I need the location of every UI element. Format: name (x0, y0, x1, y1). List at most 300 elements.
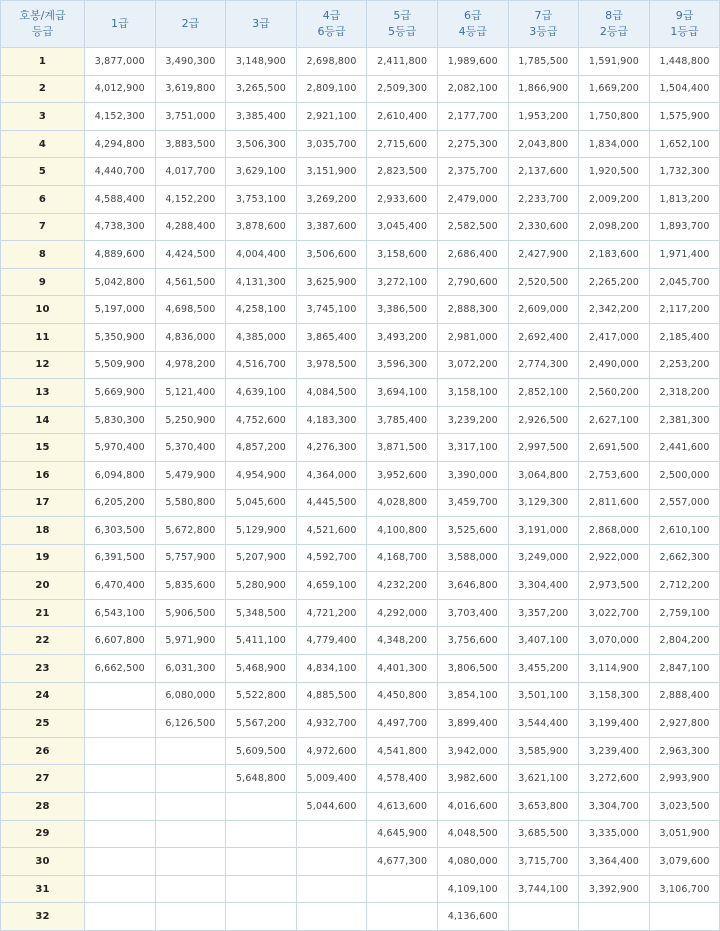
salary-cell: 5,045,600 (226, 489, 297, 517)
table-row (1, 130, 720, 158)
salary-cell: 5,044,600 (296, 793, 367, 821)
step-number: 26 (1, 737, 85, 765)
salary-cell: 2,759,100 (649, 599, 720, 627)
table-row (1, 461, 720, 489)
salary-cell: 3,304,700 (579, 793, 650, 821)
step-number: 21 (1, 599, 85, 627)
column-header-8-line-2: 2등급 (599, 25, 629, 38)
salary-cell: 6,205,200 (85, 489, 156, 517)
salary-cell: 3,158,600 (367, 241, 438, 269)
salary-cell: 4,659,100 (296, 572, 367, 600)
salary-cell: 3,629,100 (226, 158, 297, 186)
salary-cell: 4,639,100 (226, 379, 297, 407)
salary-cell: 4,440,700 (85, 158, 156, 186)
step-number: 9 (1, 268, 85, 296)
salary-cell: 3,715,700 (508, 848, 579, 876)
salary-cell: 2,811,600 (579, 489, 650, 517)
salary-cell: 2,809,100 (296, 75, 367, 103)
salary-cell: 5,830,300 (85, 406, 156, 434)
salary-cell (367, 875, 438, 903)
salary-cell: 4,292,000 (367, 599, 438, 627)
salary-cell: 2,582,500 (437, 213, 508, 241)
step-number: 29 (1, 820, 85, 848)
step-number: 24 (1, 682, 85, 710)
salary-cell: 1,893,700 (649, 213, 720, 241)
salary-cell: 4,592,700 (296, 544, 367, 572)
salary-cell: 3,051,900 (649, 820, 720, 848)
salary-cell: 2,441,600 (649, 434, 720, 462)
step-number: 23 (1, 655, 85, 683)
corner-header-line-2: 등급 (31, 25, 54, 38)
salary-cell (85, 820, 156, 848)
salary-cell: 3,392,900 (579, 875, 650, 903)
column-header-1 (85, 1, 156, 48)
salary-cell: 3,387,600 (296, 213, 367, 241)
salary-cell: 2,712,200 (649, 572, 720, 600)
salary-cell: 4,541,800 (367, 737, 438, 765)
salary-cell: 2,692,400 (508, 323, 579, 351)
column-header-7-line-1: 7급 (534, 9, 553, 22)
salary-cell: 3,272,100 (367, 268, 438, 296)
salary-cell: 3,646,800 (437, 572, 508, 600)
salary-cell: 3,493,200 (367, 323, 438, 351)
salary-cell: 4,004,400 (226, 241, 297, 269)
salary-cell: 6,607,800 (85, 627, 156, 655)
column-header-9-line-1: 9급 (675, 9, 694, 22)
salary-cell: 2,265,200 (579, 268, 650, 296)
salary-cell: 3,685,500 (508, 820, 579, 848)
step-number: 4 (1, 130, 85, 158)
salary-cell: 2,963,300 (649, 737, 720, 765)
salary-cell: 4,978,200 (155, 351, 226, 379)
salary-cell: 4,857,200 (226, 434, 297, 462)
column-header-3 (226, 1, 297, 48)
salary-cell: 5,580,800 (155, 489, 226, 517)
table-row (1, 572, 720, 600)
salary-cell: 1,785,500 (508, 48, 579, 76)
salary-cell: 5,370,400 (155, 434, 226, 462)
salary-cell: 5,970,400 (85, 434, 156, 462)
salary-cell (367, 903, 438, 931)
salary-cell: 2,117,200 (649, 296, 720, 324)
salary-cell: 2,888,300 (437, 296, 508, 324)
salary-cell: 5,672,800 (155, 517, 226, 545)
salary-cell: 2,715,600 (367, 130, 438, 158)
salary-cell (226, 848, 297, 876)
salary-cell: 2,888,400 (649, 682, 720, 710)
salary-cell: 4,232,200 (367, 572, 438, 600)
salary-cell (155, 737, 226, 765)
step-number: 27 (1, 765, 85, 793)
salary-cell: 2,045,700 (649, 268, 720, 296)
salary-cell: 4,889,600 (85, 241, 156, 269)
salary-cell: 2,137,600 (508, 158, 579, 186)
salary-cell: 5,835,600 (155, 572, 226, 600)
salary-cell: 6,031,300 (155, 655, 226, 683)
salary-cell: 2,922,000 (579, 544, 650, 572)
table-row (1, 599, 720, 627)
salary-cell: 4,972,600 (296, 737, 367, 765)
table-row (1, 434, 720, 462)
salary-cell: 2,627,100 (579, 406, 650, 434)
salary-cell: 3,703,400 (437, 599, 508, 627)
salary-cell: 2,500,000 (649, 461, 720, 489)
header-row (1, 1, 720, 48)
salary-cell: 4,497,700 (367, 710, 438, 738)
corner-header-line-1: 호봉/계급 (19, 9, 66, 22)
salary-cell: 3,753,100 (226, 185, 297, 213)
table-row (1, 296, 720, 324)
salary-cell: 5,971,900 (155, 627, 226, 655)
salary-cell: 4,698,500 (155, 296, 226, 324)
salary-cell: 3,148,900 (226, 48, 297, 76)
salary-cell: 4,645,900 (367, 820, 438, 848)
salary-cell: 2,997,500 (508, 434, 579, 462)
salary-cell: 2,993,900 (649, 765, 720, 793)
salary-cell: 5,609,500 (226, 737, 297, 765)
salary-cell: 3,317,100 (437, 434, 508, 462)
salary-cell: 4,445,500 (296, 489, 367, 517)
salary-cell: 2,686,400 (437, 241, 508, 269)
salary-cell: 2,233,700 (508, 185, 579, 213)
table-row (1, 682, 720, 710)
table-row (1, 517, 720, 545)
salary-cell: 4,578,400 (367, 765, 438, 793)
salary-cell (155, 903, 226, 931)
salary-cell: 6,080,000 (155, 682, 226, 710)
salary-cell (85, 765, 156, 793)
table-header (1, 1, 720, 48)
salary-cell: 2,804,200 (649, 627, 720, 655)
salary-cell: 3,877,000 (85, 48, 156, 76)
salary-cell: 2,520,500 (508, 268, 579, 296)
table-row (1, 710, 720, 738)
salary-cell: 3,588,000 (437, 544, 508, 572)
table-body (1, 48, 720, 931)
salary-cell: 2,921,100 (296, 103, 367, 131)
salary-cell: 1,732,300 (649, 158, 720, 186)
salary-cell: 5,121,400 (155, 379, 226, 407)
salary-cell (296, 875, 367, 903)
salary-cell: 2,610,400 (367, 103, 438, 131)
salary-cell: 5,757,900 (155, 544, 226, 572)
table-row (1, 351, 720, 379)
salary-cell: 3,035,700 (296, 130, 367, 158)
salary-cell: 1,591,900 (579, 48, 650, 76)
salary-cell: 3,269,200 (296, 185, 367, 213)
salary-cell: 4,932,700 (296, 710, 367, 738)
salary-cell: 3,385,400 (226, 103, 297, 131)
salary-cell: 2,790,600 (437, 268, 508, 296)
salary-cell: 4,516,700 (226, 351, 297, 379)
salary-cell: 2,490,000 (579, 351, 650, 379)
salary-cell: 3,064,800 (508, 461, 579, 489)
salary-cell (85, 682, 156, 710)
salary-cell: 4,100,800 (367, 517, 438, 545)
step-number: 15 (1, 434, 85, 462)
salary-cell: 2,662,300 (649, 544, 720, 572)
table-row (1, 213, 720, 241)
salary-cell: 3,756,600 (437, 627, 508, 655)
table-row (1, 765, 720, 793)
salary-cell: 4,588,400 (85, 185, 156, 213)
salary-cell: 2,609,000 (508, 296, 579, 324)
column-header-5 (367, 1, 438, 48)
salary-cell: 4,288,400 (155, 213, 226, 241)
column-header-4-line-2: 6등급 (317, 25, 346, 38)
salary-cell: 3,106,700 (649, 875, 720, 903)
salary-cell: 1,652,100 (649, 130, 720, 158)
step-number: 30 (1, 848, 85, 876)
salary-cell: 3,619,800 (155, 75, 226, 103)
salary-cell: 2,973,500 (579, 572, 650, 600)
step-number: 22 (1, 627, 85, 655)
salary-cell: 2,933,600 (367, 185, 438, 213)
step-number: 13 (1, 379, 85, 407)
salary-cell (155, 848, 226, 876)
salary-cell: 2,043,800 (508, 130, 579, 158)
salary-cell: 3,745,100 (296, 296, 367, 324)
salary-cell: 2,509,300 (367, 75, 438, 103)
salary-cell: 2,098,200 (579, 213, 650, 241)
column-header-3-line-1: 3급 (252, 17, 270, 30)
salary-cell: 3,455,200 (508, 655, 579, 683)
salary-cell: 5,250,900 (155, 406, 226, 434)
salary-cell: 4,364,000 (296, 461, 367, 489)
salary-cell: 3,942,000 (437, 737, 508, 765)
salary-cell: 3,079,600 (649, 848, 720, 876)
salary-cell: 2,847,100 (649, 655, 720, 683)
salary-cell (155, 793, 226, 821)
salary-cell: 4,152,300 (85, 103, 156, 131)
salary-cell: 3,265,500 (226, 75, 297, 103)
salary-cell (155, 820, 226, 848)
salary-cell: 3,978,500 (296, 351, 367, 379)
salary-cell: 3,390,000 (437, 461, 508, 489)
salary-cell: 3,023,500 (649, 793, 720, 821)
step-number: 1 (1, 48, 85, 76)
column-header-2-line-1: 2급 (181, 17, 200, 30)
step-number: 31 (1, 875, 85, 903)
salary-cell: 4,721,200 (296, 599, 367, 627)
column-header-7-line-2: 3등급 (529, 25, 558, 38)
salary-cell: 4,276,300 (296, 434, 367, 462)
salary-cell: 1,834,000 (579, 130, 650, 158)
step-number: 18 (1, 517, 85, 545)
salary-cell: 4,028,800 (367, 489, 438, 517)
table-row (1, 655, 720, 683)
salary-cell: 4,779,400 (296, 627, 367, 655)
salary-cell: 3,249,000 (508, 544, 579, 572)
column-header-6 (437, 1, 508, 48)
salary-cell: 3,871,500 (367, 434, 438, 462)
salary-cell: 2,253,200 (649, 351, 720, 379)
salary-cell (85, 737, 156, 765)
salary-cell: 3,335,000 (579, 820, 650, 848)
salary-cell (155, 765, 226, 793)
salary-cell: 3,407,100 (508, 627, 579, 655)
salary-cell (226, 820, 297, 848)
salary-cell: 2,557,000 (649, 489, 720, 517)
step-number: 32 (1, 903, 85, 931)
salary-cell: 4,048,500 (437, 820, 508, 848)
salary-cell: 3,653,800 (508, 793, 579, 821)
step-number: 8 (1, 241, 85, 269)
table-row (1, 323, 720, 351)
salary-cell: 5,207,900 (226, 544, 297, 572)
salary-cell: 3,151,900 (296, 158, 367, 186)
salary-cell: 1,448,800 (649, 48, 720, 76)
salary-cell: 2,411,800 (367, 48, 438, 76)
salary-cell: 6,126,500 (155, 710, 226, 738)
salary-cell: 3,854,100 (437, 682, 508, 710)
salary-cell: 5,468,900 (226, 655, 297, 683)
salary-cell (226, 793, 297, 821)
salary-cell: 5,350,900 (85, 323, 156, 351)
salary-cell: 3,357,200 (508, 599, 579, 627)
table-row (1, 903, 720, 931)
column-header-9 (649, 1, 720, 48)
salary-cell: 1,575,900 (649, 103, 720, 131)
salary-cell: 5,648,800 (226, 765, 297, 793)
salary-cell: 1,920,500 (579, 158, 650, 186)
step-number: 14 (1, 406, 85, 434)
salary-cell: 3,506,300 (226, 130, 297, 158)
salary-cell: 1,750,800 (579, 103, 650, 131)
step-number: 28 (1, 793, 85, 821)
salary-cell: 3,022,700 (579, 599, 650, 627)
salary-cell (226, 903, 297, 931)
column-header-5-line-2: 5등급 (388, 25, 417, 38)
salary-cell: 3,883,500 (155, 130, 226, 158)
salary-cell: 4,152,200 (155, 185, 226, 213)
salary-cell: 5,411,100 (226, 627, 297, 655)
column-header-4 (296, 1, 367, 48)
salary-cell: 4,168,700 (367, 544, 438, 572)
salary-cell: 5,129,900 (226, 517, 297, 545)
salary-cell: 2,381,300 (649, 406, 720, 434)
table-row (1, 185, 720, 213)
salary-cell: 6,391,500 (85, 544, 156, 572)
salary-cell: 2,852,100 (508, 379, 579, 407)
column-header-4-line-1: 4급 (322, 9, 341, 22)
salary-cell: 4,136,600 (437, 903, 508, 931)
column-header-2 (155, 1, 226, 48)
salary-cell: 3,596,300 (367, 351, 438, 379)
table-row (1, 48, 720, 76)
salary-cell: 2,868,000 (579, 517, 650, 545)
salary-cell: 2,774,300 (508, 351, 579, 379)
step-number: 5 (1, 158, 85, 186)
salary-cell: 2,375,700 (437, 158, 508, 186)
column-header-1-line-1: 1급 (110, 17, 129, 30)
corner-header (1, 1, 85, 48)
salary-cell: 3,806,500 (437, 655, 508, 683)
salary-cell: 1,953,200 (508, 103, 579, 131)
salary-cell: 4,613,600 (367, 793, 438, 821)
salary-cell: 3,191,000 (508, 517, 579, 545)
salary-cell: 5,280,900 (226, 572, 297, 600)
step-number: 16 (1, 461, 85, 489)
salary-cell: 4,450,800 (367, 682, 438, 710)
salary-cell: 3,751,000 (155, 103, 226, 131)
column-header-9-line-2: 1등급 (670, 25, 699, 38)
salary-cell: 4,258,100 (226, 296, 297, 324)
salary-cell: 5,042,800 (85, 268, 156, 296)
salary-cell: 6,470,400 (85, 572, 156, 600)
table-row (1, 241, 720, 269)
salary-cell: 3,694,100 (367, 379, 438, 407)
salary-cell: 5,522,800 (226, 682, 297, 710)
salary-cell: 3,899,400 (437, 710, 508, 738)
salary-cell: 2,691,500 (579, 434, 650, 462)
table-row (1, 103, 720, 131)
salary-cell: 2,698,800 (296, 48, 367, 76)
salary-cell: 2,427,900 (508, 241, 579, 269)
step-number: 6 (1, 185, 85, 213)
salary-cell: 5,509,900 (85, 351, 156, 379)
salary-cell: 3,114,900 (579, 655, 650, 683)
salary-cell: 5,197,000 (85, 296, 156, 324)
salary-cell: 5,906,500 (155, 599, 226, 627)
salary-cell: 3,585,900 (508, 737, 579, 765)
step-number: 10 (1, 296, 85, 324)
salary-cell: 1,989,600 (437, 48, 508, 76)
step-number: 2 (1, 75, 85, 103)
salary-cell: 3,459,700 (437, 489, 508, 517)
salary-cell: 4,834,100 (296, 655, 367, 683)
table-row (1, 406, 720, 434)
salary-cell: 4,561,500 (155, 268, 226, 296)
salary-cell: 2,275,300 (437, 130, 508, 158)
salary-cell: 2,479,000 (437, 185, 508, 213)
salary-cell: 5,348,500 (226, 599, 297, 627)
salary-cell: 4,080,000 (437, 848, 508, 876)
salary-cell: 3,272,600 (579, 765, 650, 793)
salary-cell: 4,836,000 (155, 323, 226, 351)
salary-cell: 4,012,900 (85, 75, 156, 103)
salary-cell: 3,952,600 (367, 461, 438, 489)
table-row (1, 820, 720, 848)
salary-cell: 3,544,400 (508, 710, 579, 738)
salary-cell: 3,239,400 (579, 737, 650, 765)
salary-cell: 3,621,100 (508, 765, 579, 793)
salary-cell (508, 903, 579, 931)
column-header-8 (579, 1, 650, 48)
salary-cell: 2,981,000 (437, 323, 508, 351)
salary-cell: 3,239,200 (437, 406, 508, 434)
table-row (1, 379, 720, 407)
salary-cell: 3,525,600 (437, 517, 508, 545)
salary-cell: 4,385,000 (226, 323, 297, 351)
table-row (1, 737, 720, 765)
salary-cell: 2,342,200 (579, 296, 650, 324)
salary-cell: 2,009,200 (579, 185, 650, 213)
salary-cell: 2,417,000 (579, 323, 650, 351)
salary-cell: 2,753,600 (579, 461, 650, 489)
salary-cell (649, 903, 720, 931)
column-header-8-line-1: 8급 (605, 9, 623, 22)
salary-cell: 4,294,800 (85, 130, 156, 158)
column-header-5-line-1: 5급 (393, 9, 411, 22)
salary-cell: 2,082,100 (437, 75, 508, 103)
salary-cell: 4,885,500 (296, 682, 367, 710)
table-row (1, 627, 720, 655)
salary-cell: 4,017,700 (155, 158, 226, 186)
salary-cell: 2,610,100 (649, 517, 720, 545)
table-row (1, 544, 720, 572)
salary-cell: 3,199,400 (579, 710, 650, 738)
